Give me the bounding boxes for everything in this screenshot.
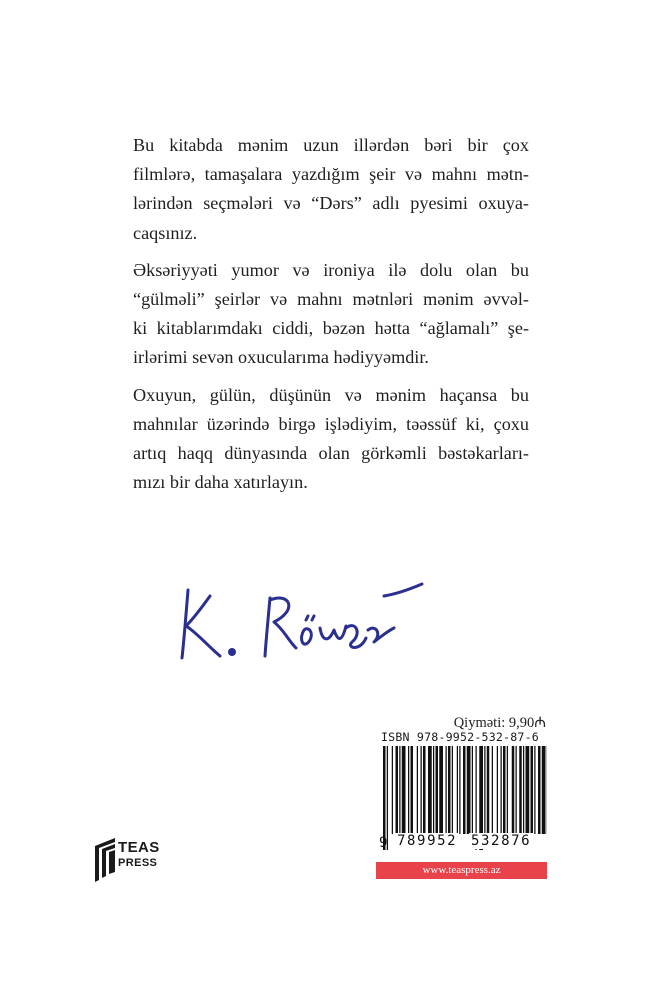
barcode-digits	[379, 833, 545, 855]
barcode-bar	[516, 746, 517, 834]
barcode-bar	[402, 746, 406, 834]
barcode-bar	[463, 746, 466, 834]
barcode-bar	[467, 746, 471, 834]
barcode-bar	[526, 746, 530, 834]
barcode-bar	[501, 746, 502, 834]
barcode-bar	[448, 746, 451, 834]
text-line: filmlərə, tamaşalara yazdığım şeir və mahnı mətn-	[133, 164, 529, 185]
barcode-bar	[392, 746, 393, 834]
barcode-bar	[452, 746, 453, 834]
barcode-bar	[439, 746, 443, 834]
barcode-bar	[411, 746, 414, 834]
barcode-group-1: 789952	[397, 833, 458, 849]
barcode-bar	[433, 746, 434, 834]
price-label: Qiymәti: 9,90₼	[453, 715, 546, 731]
barcode-bar	[523, 746, 524, 834]
barcode-bar	[492, 746, 493, 834]
text-line: mızı bir daha xatırlayın.	[133, 472, 308, 493]
blurb-text	[133, 131, 529, 505]
barcode-bar	[472, 746, 473, 834]
barcode-bar	[534, 746, 535, 834]
barcode-bar	[507, 746, 508, 834]
barcode-bar	[531, 746, 534, 834]
barcode-group-2: 532876	[471, 833, 532, 849]
barcode-bar	[497, 746, 498, 834]
publisher-name-line2: PRESS	[118, 857, 158, 869]
text-line: caqsınız.	[133, 222, 198, 243]
text-line: Əksəriyyəti yumor və ironiya ilə dolu olan bu	[133, 259, 529, 280]
barcode-bar	[423, 746, 426, 834]
website-bar: www.teaspress.az	[376, 862, 547, 879]
barcode-bar	[421, 746, 422, 834]
barcode-bar	[428, 746, 432, 834]
barcode-bar	[396, 746, 399, 834]
text-line: irlərimi sevən oxucularıma hədiyyəmdir.	[133, 347, 429, 368]
barcode-bar	[487, 746, 490, 834]
isbn-label: ISBN 978-9952-532-87-6	[381, 730, 539, 744]
barcode-bar	[399, 746, 400, 834]
text-line: lərindən seçmələri və “Dərs” adlı pyesimi oxuya-	[133, 193, 529, 214]
text-line: “gülməli” şeirlər və mahnı mətnləri mənim əvvəl-	[133, 289, 529, 310]
barcode-bar	[446, 746, 447, 834]
paragraph-1	[133, 131, 529, 248]
barcode-bar	[436, 746, 439, 834]
barcode-bar	[538, 746, 541, 834]
barcode-bar	[542, 746, 546, 834]
barcode-bar	[512, 746, 515, 834]
text-line: Oxuyun, gülün, düşünün və mənim haçansa bu	[133, 384, 529, 405]
text-line: mahnılar üzərində birgə işlədiyim, təəssüf ki, çoxu	[133, 413, 529, 434]
barcode-lead-digit: 9	[379, 835, 388, 851]
barcode-bar	[519, 746, 522, 834]
barcode-bar	[457, 746, 458, 834]
barcode-bar	[417, 746, 418, 834]
barcode-bar	[503, 746, 506, 834]
paragraph-2	[133, 256, 529, 373]
text-line: Bu kitabda mənim uzun illərdən bəri bir çox	[133, 135, 529, 155]
barcode-bar	[484, 746, 485, 834]
publisher-name-line1: TEAS	[118, 839, 160, 856]
text-line: artıq haqq dünyasında olan görkəmli bəstəkarları-	[133, 443, 529, 464]
barcode-bar	[408, 746, 409, 834]
barcode-bar	[459, 746, 460, 834]
paragraph-3	[133, 381, 529, 498]
text-line: ki kitablarımdakı ciddi, bəzən hətta “ağlamalı” şe-	[133, 318, 529, 339]
author-signature	[170, 560, 430, 670]
